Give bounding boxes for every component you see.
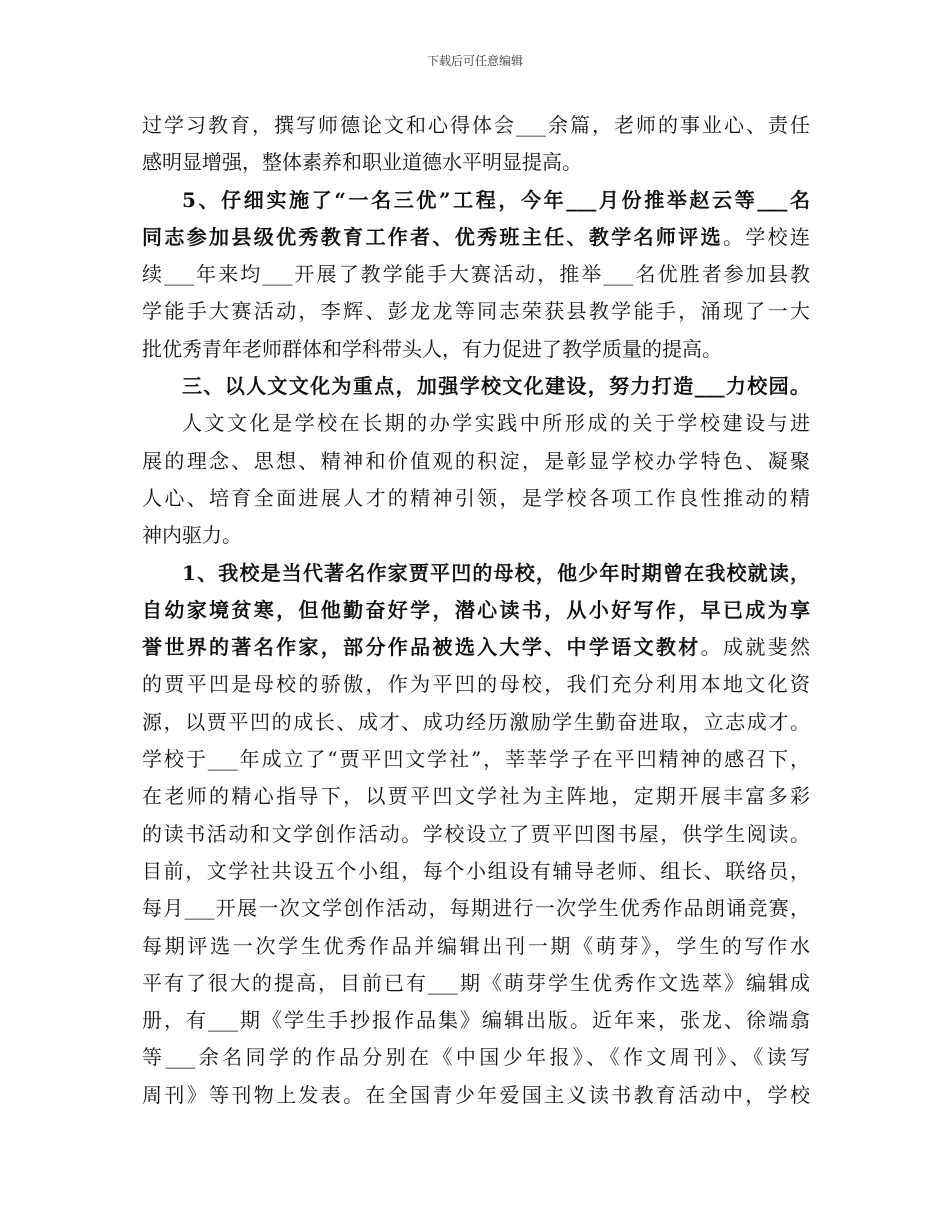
text-line: 源，以贾平凹的成长、成才、成功经历激励学生勤奋进取，立志成才。: [142, 709, 810, 734]
text-line: [142, 629, 810, 666]
text-line: 在老师的精心指导下，以贾平凹文学社为主阵地，定期开展丰富多彩: [142, 784, 810, 809]
text-line: 等___余名同学的作品分别在《中国少年报》、《作文周刊》、《读写: [142, 1045, 810, 1070]
text-line: 续___年来均___开展了教学能手大赛活动，推举___名优胜者参加县教: [142, 262, 810, 287]
text-line: 人心、培育全面进展人才的精神引领，是学校各项工作良性推动的精: [142, 485, 810, 510]
text-segment: 同志参加县级优秀教育工作者、优秀班主任、教学名师评选: [142, 224, 723, 249]
text-line: 自幼家境贫寒，但他勤奋好学，潜心读书，从小好写作，早已成为享: [142, 597, 810, 622]
text-line: 感明显增强，整体素养和职业道德水平明显提高。: [142, 150, 582, 175]
text-line: 过学习教育，撰写师德论文和心得体会___余篇，老师的事业心、责任: [142, 113, 810, 137]
text-line: 每期评选一次学生优秀作品并编辑出刊一期《萌芽》，学生的写作水: [142, 933, 810, 958]
text-line: 的读书活动和文学创作活动。学校设立了贾平凹图书屋，供学生阅读。: [142, 821, 810, 846]
text-line: 1、我校是当代著名作家贾平凹的母校，他少年时期曾在我校就读，: [182, 560, 810, 585]
text-line: 5、仔细实施了“一名三优”工程，今年___月份推举赵云等___名: [182, 187, 810, 212]
document-body: [142, 107, 810, 1114]
text-line: 批优秀青年老师群体和学科带头人，有力促进了教学质量的提高。: [142, 336, 722, 361]
text-line: 周刊》等刊物上发表。在全国青少年爱国主义读书教育活动中，学校: [142, 1082, 810, 1107]
text-line: 册，有___期《学生手抄报作品集》编辑出版。近年来，张龙、徐端翕: [142, 1008, 810, 1033]
text-line: 神内驱力。: [142, 523, 242, 548]
text-line: 目前，文学社共设五个小组，每个小组设有辅导老师、组长、联络员，: [142, 858, 810, 883]
page-header: 下载后可任意编辑: [426, 54, 523, 68]
text-line: 人文文化是学校在长期的办学实践中所形成的关于学校建设与进: [182, 411, 810, 436]
text-line: 每月___开展一次文学创作活动，每期进行一次学生优秀作品朗诵竞赛，: [142, 896, 810, 921]
text-segment: 。学校连: [722, 224, 811, 249]
text-line: 学校于___年成立了“贾平凹文学社”，莘莘学子在平凹精神的感召下，: [142, 747, 810, 772]
text-line: 学能手大赛活动，李辉、彭龙龙等同志荣获县教学能手，涌现了一大: [142, 299, 810, 324]
text-segment: 。成就斐然: [700, 635, 811, 660]
text-line: 三、以人文文化为重点，加强学校文化建设，努力打造___力校园。: [182, 374, 810, 399]
text-line: 平有了很大的提高，目前已有___期《萌芽学生优秀作文选萃》编辑成: [142, 970, 810, 995]
text-line: 展的理念、思想、精神和价值观的积淀，是彰显学校办学特色、凝聚: [142, 448, 810, 473]
text-line: [142, 219, 810, 256]
text-line: 的贾平凹是母校的骄傲，作为平凹的母校，我们充分利用本地文化资: [142, 672, 810, 697]
text-segment: 誉世界的著名作家，部分作品被选入大学、中学语文教材: [142, 635, 701, 660]
